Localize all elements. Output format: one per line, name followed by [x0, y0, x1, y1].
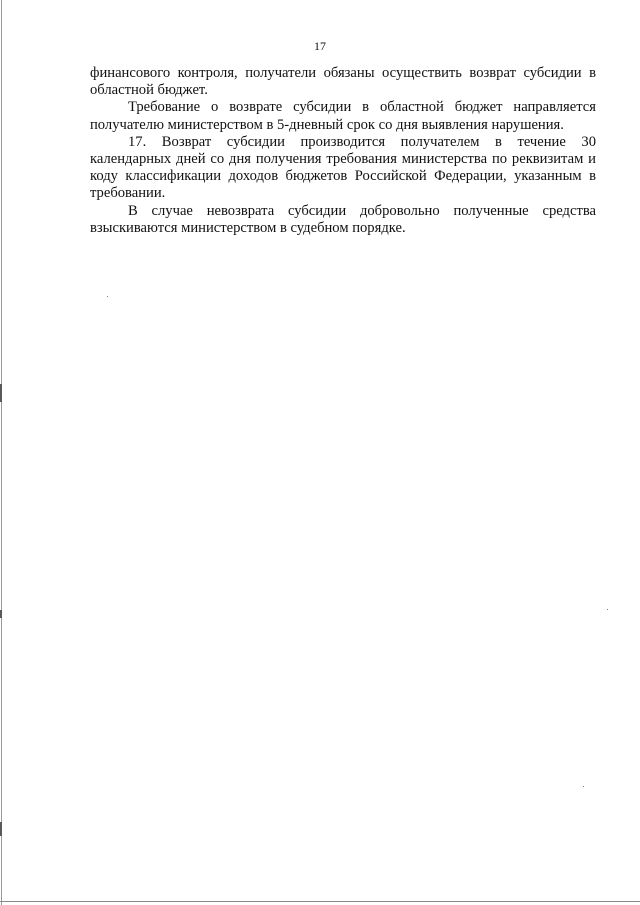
scan-edge-mark: [0, 384, 2, 402]
paragraph-continuation: финансового контроля, получатели обязаны осуществить возврат субсидии в областной бюджет.: [90, 65, 596, 99]
scan-speck: [583, 786, 584, 787]
paragraph-item-17: 17. Возврат субсидии производится получателем в течение 30 календарных дней со дня получения требования министерства по реквизитам и коду классификации доходов бюджетов Российской Федерации, указанным в требовании.: [90, 133, 596, 202]
scan-speck: [607, 609, 608, 610]
page-number: 17: [314, 39, 326, 53]
scan-bottom-line: [0, 901, 640, 902]
scan-edge-mark: [0, 610, 2, 618]
scan-edge-mark: [0, 822, 2, 836]
paragraph-court-recovery: В случае невозврата субсидии добровольно полученные средства взыскиваются министерством в судебном порядке.: [90, 202, 596, 236]
scan-edge-line: [1, 0, 2, 905]
paragraph-refund-requirement: Требование о возврате субсидии в областной бюджет направляется получателю министерством в 5-дневный срок со дня выявления нарушения.: [90, 99, 596, 133]
scan-speck: [107, 296, 108, 297]
document-body: [90, 65, 596, 237]
